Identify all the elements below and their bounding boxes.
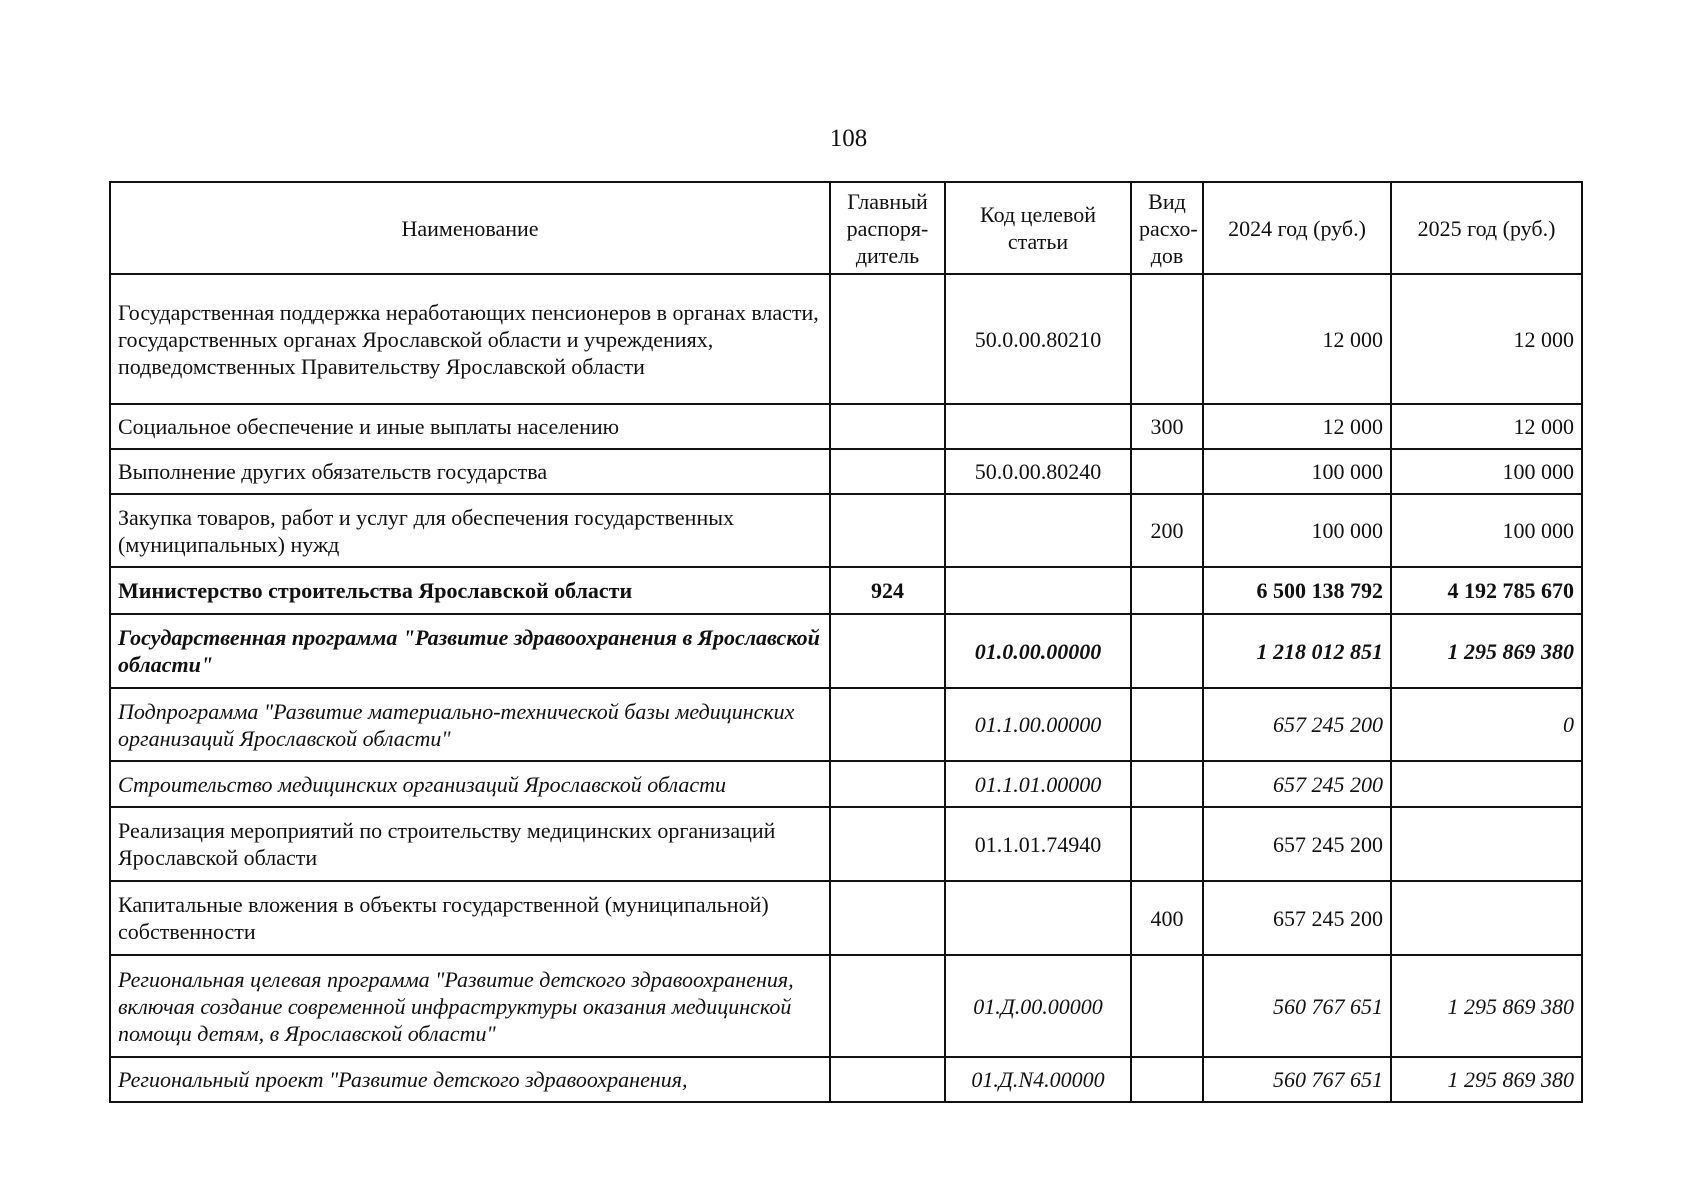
cell-2024: 6 500 138 792 <box>1203 567 1391 614</box>
cell-glavny <box>830 761 945 807</box>
cell-glavny <box>830 688 945 761</box>
cell-2024: 12 000 <box>1203 404 1391 449</box>
table-row <box>110 688 1582 761</box>
cell-vid: 300 <box>1131 404 1203 449</box>
cell-glavny <box>830 404 945 449</box>
cell-code: 01.0.00.00000 <box>945 614 1131 688</box>
cell-vid <box>1131 274 1203 404</box>
table-row <box>110 807 1582 881</box>
cell-code: 01.1.00.00000 <box>945 688 1131 761</box>
cell-2025: 12 000 <box>1391 404 1582 449</box>
cell-code: 50.0.00.80210 <box>945 274 1131 404</box>
table-row <box>110 955 1582 1057</box>
header-glavny: Главный распоря-дитель <box>830 182 945 274</box>
cell-name: Региональный проект "Развитие детского здравоохранения, <box>110 1057 830 1102</box>
cell-2024: 657 245 200 <box>1203 761 1391 807</box>
cell-vid <box>1131 761 1203 807</box>
cell-vid: 400 <box>1131 881 1203 955</box>
table-row <box>110 881 1582 955</box>
cell-glavny <box>830 274 945 404</box>
table-body <box>110 274 1582 1102</box>
cell-code: 01.Д.N4.00000 <box>945 1057 1131 1102</box>
cell-2024: 657 245 200 <box>1203 688 1391 761</box>
cell-code <box>945 567 1131 614</box>
cell-2025: 100 000 <box>1391 449 1582 494</box>
cell-2024: 560 767 651 <box>1203 955 1391 1057</box>
cell-2024: 100 000 <box>1203 494 1391 567</box>
header-2024: 2024 год (руб.) <box>1203 182 1391 274</box>
header-vid: Вид расхо-дов <box>1131 182 1203 274</box>
table-row <box>110 1057 1582 1102</box>
cell-glavny <box>830 614 945 688</box>
cell-name: Выполнение других обязательств государства <box>110 449 830 494</box>
cell-name: Государственная поддержка неработающих пенсионеров в органах власти, государственных органах Ярославской области и учреждениях, подведомственных Правительству Ярославской области <box>110 274 830 404</box>
table-row <box>110 567 1582 614</box>
cell-code: 01.Д.00.00000 <box>945 955 1131 1057</box>
cell-vid <box>1131 1057 1203 1102</box>
cell-vid <box>1131 449 1203 494</box>
cell-name: Закупка товаров, работ и услуг для обеспечения государственных (муниципальных) нужд <box>110 494 830 567</box>
cell-2025: 1 295 869 380 <box>1391 955 1582 1057</box>
cell-2025: 100 000 <box>1391 494 1582 567</box>
table-row <box>110 449 1582 494</box>
cell-glavny <box>830 1057 945 1102</box>
cell-vid: 200 <box>1131 494 1203 567</box>
cell-code <box>945 494 1131 567</box>
cell-2024: 657 245 200 <box>1203 807 1391 881</box>
cell-2025: 12 000 <box>1391 274 1582 404</box>
cell-name: Социальное обеспечение и иные выплаты населению <box>110 404 830 449</box>
cell-glavny <box>830 807 945 881</box>
cell-name: Реализация мероприятий по строительству медицинских организаций Ярославской области <box>110 807 830 881</box>
cell-code: 01.1.01.00000 <box>945 761 1131 807</box>
cell-vid <box>1131 955 1203 1057</box>
cell-name: Капитальные вложения в объекты государственной (муниципальной) собственности <box>110 881 830 955</box>
cell-code <box>945 881 1131 955</box>
cell-name: Региональная целевая программа "Развитие детского здравоохранения, включая создание современной инфраструктуры оказания медицинской помощи детям, в Ярославской области" <box>110 955 830 1057</box>
cell-vid <box>1131 614 1203 688</box>
cell-2025: 1 295 869 380 <box>1391 1057 1582 1102</box>
cell-2024: 560 767 651 <box>1203 1057 1391 1102</box>
table-row <box>110 404 1582 449</box>
table-row <box>110 614 1582 688</box>
cell-2025: 1 295 869 380 <box>1391 614 1582 688</box>
header-2025: 2025 год (руб.) <box>1391 182 1582 274</box>
table-header-row <box>110 182 1582 274</box>
cell-2025 <box>1391 807 1582 881</box>
header-code: Код целевой статьи <box>945 182 1131 274</box>
table-row <box>110 761 1582 807</box>
cell-glavny <box>830 955 945 1057</box>
cell-2024: 1 218 012 851 <box>1203 614 1391 688</box>
cell-code: 01.1.01.74940 <box>945 807 1131 881</box>
cell-vid <box>1131 807 1203 881</box>
cell-name: Подпрограмма "Развитие материально-технической базы медицинских организаций Ярославской области" <box>110 688 830 761</box>
cell-2024: 657 245 200 <box>1203 881 1391 955</box>
cell-vid <box>1131 688 1203 761</box>
cell-glavny <box>830 881 945 955</box>
cell-glavny <box>830 494 945 567</box>
table-row <box>110 494 1582 567</box>
header-name: Наименование <box>110 182 830 274</box>
cell-code: 50.0.00.80240 <box>945 449 1131 494</box>
cell-vid <box>1131 567 1203 614</box>
cell-2025: 0 <box>1391 688 1582 761</box>
cell-glavny <box>830 449 945 494</box>
cell-2025 <box>1391 761 1582 807</box>
cell-code <box>945 404 1131 449</box>
cell-name: Министерство строительства Ярославской области <box>110 567 830 614</box>
cell-2024: 12 000 <box>1203 274 1391 404</box>
cell-name: Государственная программа "Развитие здравоохранения в Ярославской области" <box>110 614 830 688</box>
cell-name: Строительство медицинских организаций Ярославской области <box>110 761 830 807</box>
budget-table <box>109 181 1583 1103</box>
table-row <box>110 274 1582 404</box>
cell-2025: 4 192 785 670 <box>1391 567 1582 614</box>
cell-2024: 100 000 <box>1203 449 1391 494</box>
cell-2025 <box>1391 881 1582 955</box>
page-number: 108 <box>829 125 868 152</box>
cell-glavny: 924 <box>830 567 945 614</box>
